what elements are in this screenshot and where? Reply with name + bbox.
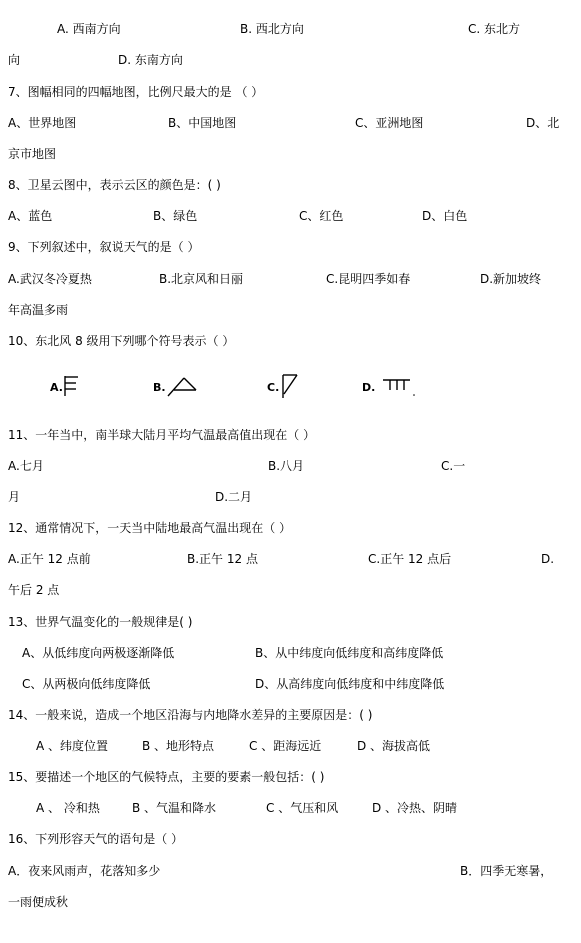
- q11-option-d: D.二月: [215, 490, 253, 504]
- q9-option-d-continued: 年高温多雨: [8, 303, 69, 317]
- q13-option-d: D、从高纬度向低纬度和中纬度降低: [255, 677, 445, 691]
- q14-option-d: D 、海拔高低: [357, 739, 431, 753]
- q15-option-b: B 、气温和降水: [132, 801, 217, 815]
- question-10: 10、东北风 8 级用下列哪个符号表示（ ）: [8, 334, 235, 348]
- option-c: C. 东北方: [468, 22, 521, 36]
- wind-symbol-d-icon: [380, 376, 420, 398]
- option-a: A. 西南方向: [57, 22, 121, 36]
- q8-option-c: C、红色: [299, 209, 344, 223]
- q13-option-a: A、从低纬度向两极逐渐降低: [22, 646, 175, 660]
- q11-option-c-continued: 月: [8, 490, 21, 504]
- wind-symbol-c-icon: [279, 372, 301, 400]
- q8-option-d: D、白色: [422, 209, 468, 223]
- question-9: 9、下列叙述中，叙说天气的是（ ）: [8, 240, 200, 254]
- q12-option-c: C.正午 12 点后: [368, 552, 452, 566]
- q10-option-a-label: A.: [50, 381, 63, 394]
- q8-option-a: A、蓝色: [8, 209, 53, 223]
- q14-option-b: B 、地形特点: [142, 739, 215, 753]
- question-15: 15、要描述一个地区的气候特点，主要的要素一般包括：( ): [8, 770, 325, 784]
- q7-option-a: A、世界地图: [8, 116, 77, 130]
- question-12: 12、通常情况下，一天当中陆地最高气温出现在（ ）: [8, 521, 292, 535]
- q15-option-d: D 、冷热、阴晴: [372, 801, 458, 815]
- q12-option-a: A.正午 12 点前: [8, 552, 91, 566]
- q14-option-a: A 、纬度位置: [36, 739, 109, 753]
- q7-option-d-continued: 京市地图: [8, 147, 57, 161]
- q9-option-c: C.昆明四季如春: [326, 272, 411, 286]
- q11-option-a: A.七月: [8, 459, 44, 473]
- q16-option-b: B．四季无寒暑，: [460, 864, 553, 878]
- question-16: 16、下列形容天气的语句是（ ）: [8, 832, 184, 846]
- q16-option-a: A．夜来风雨声，花落知多少: [8, 864, 161, 878]
- question-14: 14、一般来说，造成一个地区沿海与内地降水差异的主要原因是：( ): [8, 708, 373, 722]
- q8-option-b: B、绿色: [153, 209, 198, 223]
- q10-option-c-label: C.: [267, 381, 280, 394]
- q15-option-a: A 、 冷和热: [36, 801, 100, 815]
- q12-option-d: D.: [541, 552, 555, 566]
- q11-option-b: B.八月: [268, 459, 305, 473]
- q7-option-c: C、亚洲地图: [355, 116, 424, 130]
- q12-option-d-continued: 午后 2 点: [8, 583, 60, 597]
- q13-option-b: B、从中纬度向低纬度和高纬度降低: [255, 646, 444, 660]
- q9-option-d: D.新加坡终: [480, 272, 542, 286]
- q13-option-c: C、从两极向低纬度降低: [22, 677, 151, 691]
- question-7: 7、图幅相同的四幅地图，比例尺最大的是 （ ）: [8, 85, 264, 99]
- q16-option-b-continued: 一雨便成秋: [8, 895, 69, 909]
- q10-option-b-label: B.: [153, 381, 166, 394]
- wind-symbol-b-icon: [166, 374, 200, 398]
- q15-option-c: C 、气压和风: [266, 801, 339, 815]
- q12-option-b: B.正午 12 点: [187, 552, 258, 566]
- question-13: 13、世界气温变化的一般规律是( ): [8, 615, 193, 629]
- option-b: B. 西北方向: [240, 22, 304, 36]
- q11-option-c: C.一: [441, 459, 466, 473]
- q7-option-b: B、中国地图: [168, 116, 237, 130]
- option-d: D. 东南方向: [118, 53, 183, 67]
- q14-option-c: C 、距海远近: [249, 739, 322, 753]
- question-8: 8、卫星云图中，表示云区的颜色是：( ): [8, 178, 221, 192]
- option-c-continued: 向: [8, 53, 21, 67]
- wind-symbol-a-icon: [62, 374, 82, 398]
- q7-option-d: D、北: [526, 116, 560, 130]
- q9-option-b: B.北京风和日丽: [159, 272, 244, 286]
- q9-option-a: A.武汉冬冷夏热: [8, 272, 92, 286]
- q10-option-d-label: D.: [362, 381, 376, 394]
- question-11: 11、一年当中，南半球大陆月平均气温最高值出现在（ ）: [8, 428, 316, 442]
